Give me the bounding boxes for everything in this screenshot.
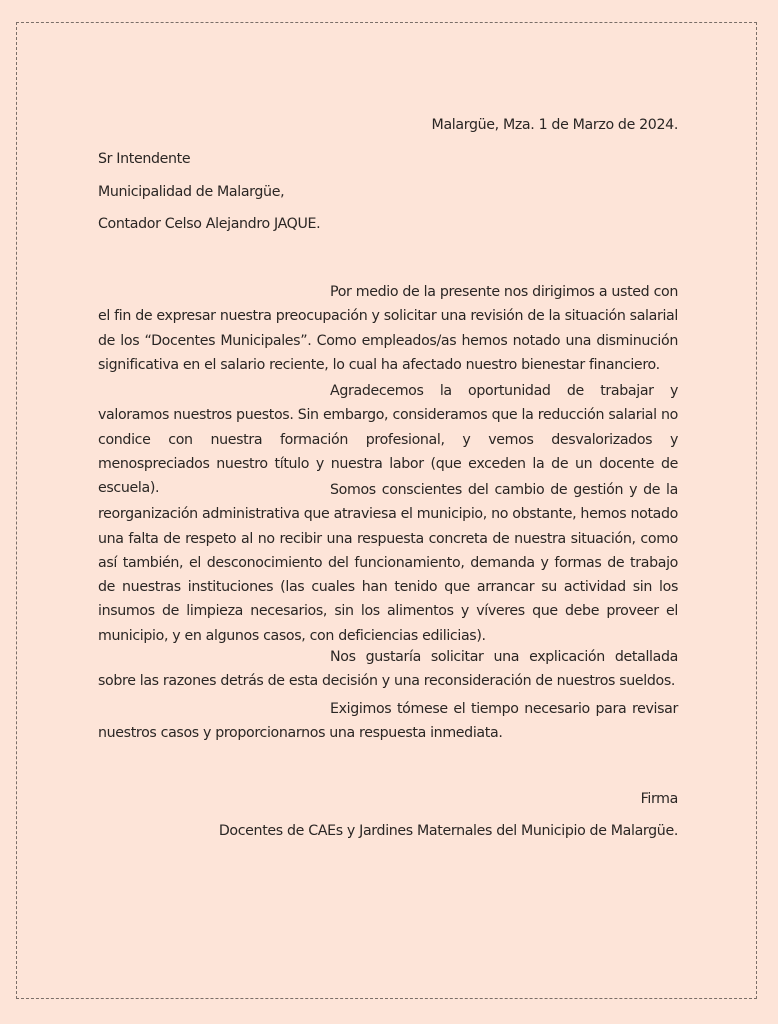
- paragraph-5: Exigimos tómese el tiempo necesario para revisar nuestros casos y proporcionarnos una respuesta inmediata.: [98, 701, 678, 742]
- recipient-title: Sr Intendente: [98, 151, 191, 167]
- paragraph-2: Agradecemos la oportunidad de trabajar y valoramos nuestros puestos. Sin embargo, consideramos que la reducción salarial no condice con nuestra formación profesional, y vemos desvalorizados y menospreciados nuestro título y nuestra labor (que exceden la de un docente de escuela).: [98, 383, 678, 497]
- place-date: Malargüe, Mza. 1 de Marzo de 2024.: [431, 117, 678, 133]
- recipient-name: Contador Celso Alejandro JAQUE.: [98, 216, 321, 232]
- paragraph-1: Por medio de la presente nos dirigimos a usted con el fin de expresar nuestra preocupación y solicitar una revisión de la situación salarial de los “Docentes Municipales”. Como empleados/as hemos notado una disminución significativa en el salario reciente, lo cual ha afectado nuestro bienestar financiero.: [98, 284, 678, 373]
- paragraph-3: Somos conscientes del cambio de gestión y de la reorganización administrativa que atraviesa el municipio, no obstante, hemos notado una falta de respeto al no recibir una respuesta concreta de nuestra situación, como así también, el desconocimiento del funcionamiento, demanda y formas de trabajo de nuestras instituciones (las cuales han tenido que arrancar su actividad sin los insumos de limpieza necesarios, sin los alimentos y víveres que debe proveer el municipio, y en algunos casos, con deficiencias edilicias).: [98, 482, 678, 644]
- recipient-institution: Municipalidad de Malargüe,: [98, 184, 285, 200]
- signature-label: Firma: [640, 791, 678, 807]
- signatories: Docentes de CAEs y Jardines Maternales del Municipio de Malargüe.: [218, 823, 678, 839]
- paragraph-4: Nos gustaría solicitar una explicación detallada sobre las razones detrás de esta decisión y una reconsideración de nuestros sueldos.: [98, 649, 678, 690]
